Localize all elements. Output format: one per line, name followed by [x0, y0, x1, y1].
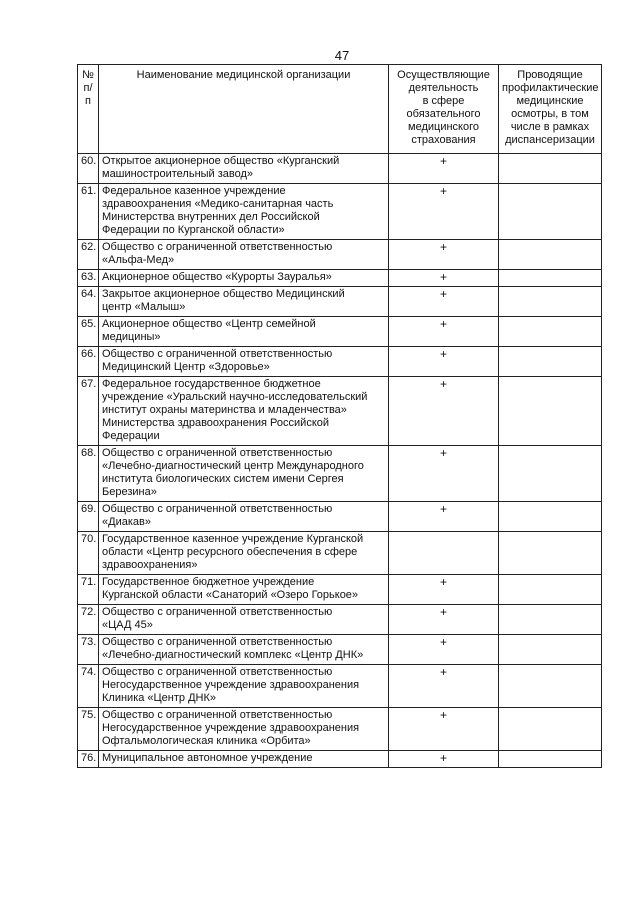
row-prof-mark	[499, 635, 602, 665]
row-prof-mark	[499, 184, 602, 240]
table-row	[78, 502, 602, 532]
row-oms-mark: +	[389, 665, 499, 708]
row-prof-mark	[499, 347, 602, 377]
table-row	[78, 154, 602, 184]
row-organization-name: Федеральное казенное учреждение здравоохранения «Медико-санитарная часть Министерства внутренних дел Российской Федерации по Курганской области»	[99, 184, 389, 240]
row-oms-mark: +	[389, 287, 499, 317]
row-organization-name: Общество с ограниченной ответственностью «Лечебно-диагностический комплекс «Центр ДНК»	[99, 635, 389, 665]
row-oms-mark: +	[389, 708, 499, 751]
row-number: 68.	[78, 446, 99, 502]
row-number: 69.	[78, 502, 99, 532]
table-row	[78, 708, 602, 751]
table-row	[78, 605, 602, 635]
row-oms-mark: +	[389, 575, 499, 605]
row-oms-mark: +	[389, 751, 499, 768]
row-number: 64.	[78, 287, 99, 317]
row-prof-mark	[499, 665, 602, 708]
row-number: 76.	[78, 751, 99, 768]
row-prof-mark	[499, 287, 602, 317]
row-number: 61.	[78, 184, 99, 240]
table-row	[78, 635, 602, 665]
row-number: 65.	[78, 317, 99, 347]
row-number: 73.	[78, 635, 99, 665]
header-name: Наименование медицинской организации	[99, 65, 389, 154]
table-row	[78, 287, 602, 317]
table-row	[78, 317, 602, 347]
row-prof-mark	[499, 575, 602, 605]
row-prof-mark	[499, 377, 602, 446]
row-organization-name: Муниципальное автономное учреждение	[99, 751, 389, 768]
header-number: № п/п	[78, 65, 99, 154]
table-header-row	[78, 65, 602, 154]
row-organization-name: Общество с ограниченной ответственностью «Лечебно-диагностический центр Международного института биологических систем имени Сергея Березина»	[99, 446, 389, 502]
header-prof: Проводящие профилактические медицинские осмотры, в том числе в рамках диспансеризации	[499, 65, 602, 154]
row-prof-mark	[499, 532, 602, 575]
row-number: 70.	[78, 532, 99, 575]
table-row	[78, 751, 602, 768]
table-row	[78, 532, 602, 575]
row-organization-name: Общество с ограниченной ответственностью Негосударственное учреждение здравоохранения Офтальмологическая клиника «Орбита»	[99, 708, 389, 751]
row-number: 74.	[78, 665, 99, 708]
row-prof-mark	[499, 317, 602, 347]
row-organization-name: Общество с ограниченной ответственностью «ЦАД 45»	[99, 605, 389, 635]
row-organization-name: Закрытое акционерное общество Медицинский центр «Малыш»	[99, 287, 389, 317]
row-number: 60.	[78, 154, 99, 184]
row-organization-name: Общество с ограниченной ответственностью Негосударственное учреждение здравоохранения Клиника «Центр ДНК»	[99, 665, 389, 708]
row-organization-name: Общество с ограниченной ответственностью «Альфа-Мед»	[99, 240, 389, 270]
row-prof-mark	[499, 154, 602, 184]
header-oms: Осуществляющие деятельность в сфере обязательного медицинского страхования	[389, 65, 499, 154]
table-row	[78, 270, 602, 287]
page-number: 47	[334, 48, 350, 63]
table-row	[78, 665, 602, 708]
row-oms-mark	[389, 532, 499, 575]
row-oms-mark: +	[389, 240, 499, 270]
row-prof-mark	[499, 270, 602, 287]
row-prof-mark	[499, 605, 602, 635]
row-organization-name: Общество с ограниченной ответственностью «Диакав»	[99, 502, 389, 532]
table-row	[78, 377, 602, 446]
row-number: 67.	[78, 377, 99, 446]
row-prof-mark	[499, 502, 602, 532]
row-oms-mark: +	[389, 184, 499, 240]
row-oms-mark: +	[389, 635, 499, 665]
row-oms-mark: +	[389, 502, 499, 532]
row-organization-name: Акционерное общество «Курорты Зауралья»	[99, 270, 389, 287]
row-organization-name: Государственное бюджетное учреждение Курганской области «Санаторий «Озеро Горькое»	[99, 575, 389, 605]
table-row	[78, 184, 602, 240]
row-organization-name: Открытое акционерное общество «Курганский машиностроительный завод»	[99, 154, 389, 184]
row-oms-mark: +	[389, 377, 499, 446]
row-oms-mark: +	[389, 270, 499, 287]
row-prof-mark	[499, 446, 602, 502]
table-row	[78, 575, 602, 605]
table-row	[78, 446, 602, 502]
row-prof-mark	[499, 240, 602, 270]
row-organization-name: Общество с ограниченной ответственностью Медицинский Центр «Здоровье»	[99, 347, 389, 377]
row-oms-mark: +	[389, 347, 499, 377]
row-oms-mark: +	[389, 605, 499, 635]
table-row	[78, 347, 602, 377]
row-number: 62.	[78, 240, 99, 270]
row-oms-mark: +	[389, 154, 499, 184]
row-oms-mark: +	[389, 317, 499, 347]
table-row	[78, 240, 602, 270]
row-organization-name: Акционерное общество «Центр семейной медицины»	[99, 317, 389, 347]
row-number: 71.	[78, 575, 99, 605]
organizations-table	[77, 64, 602, 768]
row-number: 75.	[78, 708, 99, 751]
row-number: 66.	[78, 347, 99, 377]
row-oms-mark: +	[389, 446, 499, 502]
row-prof-mark	[499, 708, 602, 751]
row-organization-name: Федеральное государственное бюджетное учреждение «Уральский научно-исследовательский институт охраны материнства и младенчества» Министерства здравоохранения Российской Федерации	[99, 377, 389, 446]
row-number: 63.	[78, 270, 99, 287]
row-organization-name: Государственное казенное учреждение Курганской области «Центр ресурсного обеспечения в сфере здравоохранения»	[99, 532, 389, 575]
table-body	[78, 154, 602, 768]
row-prof-mark	[499, 751, 602, 768]
row-number: 72.	[78, 605, 99, 635]
